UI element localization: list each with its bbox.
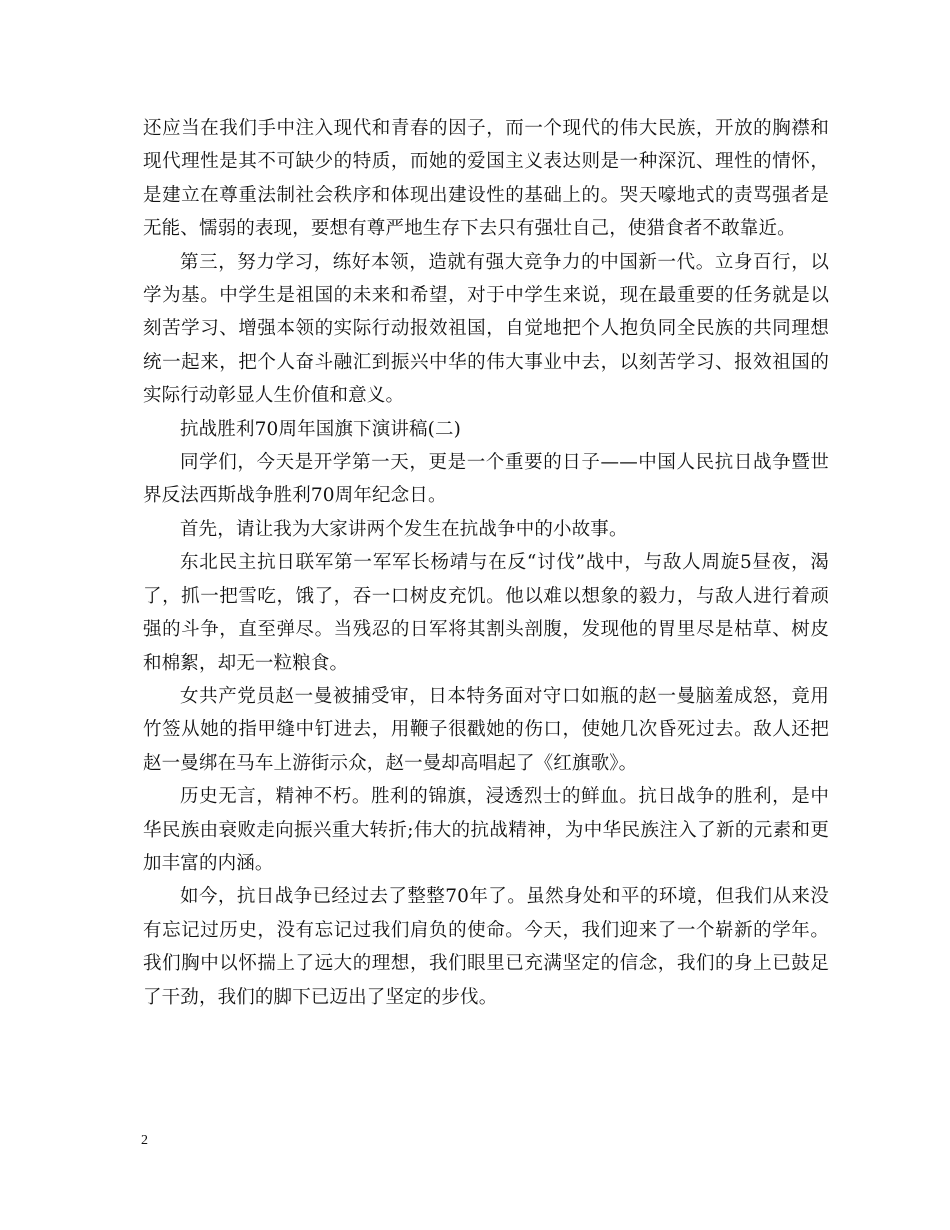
page-number: 2 (141, 1133, 148, 1148)
paragraph-9: 如今，抗日战争已经过去了整整70年了。虽然身处和平的环境，但我们从来没有忘记过历史，没有忘记过我们肩负的使命。今天，我们迎来了一个崭新的学年。我们胸中以怀揣上了远大的理想，我们眼里已充满坚定的信念，我们的身上已鼓足了干劲，我们的脚下已迈出了坚定的步伐。 (143, 886, 829, 1008)
paragraph-4: 同学们，今天是开学第一天，更是一个重要的日子——中国人民抗日战争暨世界反法西斯战争胜利70周年纪念日。 (143, 452, 829, 507)
paragraph-5: 首先，请让我为大家讲两个发生在抗战争中的小故事。 (180, 518, 628, 540)
document-body (143, 112, 829, 1014)
paragraph-6: 东北民主抗日联军第一军军长杨靖与在反“讨伐”战中，与敌人周旋5昼夜，渴了，抓一把雪吃，饿了，吞一口树皮充饥。他以难以想象的毅力，与敌人进行着顽强的斗争，直至弹尽。当残忍的日军将其割头剖腹，发现他的胃里尽是枯草、树皮和棉絮，却无一粒粮食。 (143, 552, 829, 674)
paragraph-8: 历史无言，精神不朽。胜利的锦旗，浸透烈士的鲜血。抗日战争的胜利，是中华民族由衰败走向振兴重大转折;伟大的抗战精神，为中华民族注入了新的元素和更加丰富的内涵。 (143, 786, 829, 874)
paragraph-7: 女共产党员赵一曼被捕受审，日本特务面对守口如瓶的赵一曼脑羞成怒，竟用竹签从她的指甲缝中钉进去，用鞭子很戳她的伤口，使她几次昏死过去。敌人还把赵一曼绑在马车上游街示众，赵一曼却高唱起了《红旗歌》。 (143, 685, 829, 774)
section-title: 抗战胜利70周年国旗下演讲稿(二) (180, 418, 462, 440)
paragraph-2: 第三，努力学习，练好本领，造就有强大竞争力的中国新一代。立身百行，以学为基。中学生是祖国的未来和希望，对于中学生来说，现在最重要的任务就是以刻苦学习、增强本领的实际行动报效祖国，自觉地把个人抱负同全民族的共同理想统一起来，把个人奋斗融汇到振兴中华的伟大事业中去，以刻苦学习、报效祖国的实际行动彰显人生价值和意义。 (143, 251, 829, 407)
paragraph-1: 还应当在我们手中注入现代和青春的因子，而一个现代的伟大民族，开放的胸襟和现代理性是其不可缺少的特质，而她的爱国主义表达则是一种深沉、理性的情怀，是建立在尊重法制社会秩序和体现出建设性的基础上的。哭天嚎地式的责骂强者是无能、懦弱的表现，要想有尊严地生存下去只有强壮自己，使猎食者不敢靠近。 (143, 118, 829, 240)
